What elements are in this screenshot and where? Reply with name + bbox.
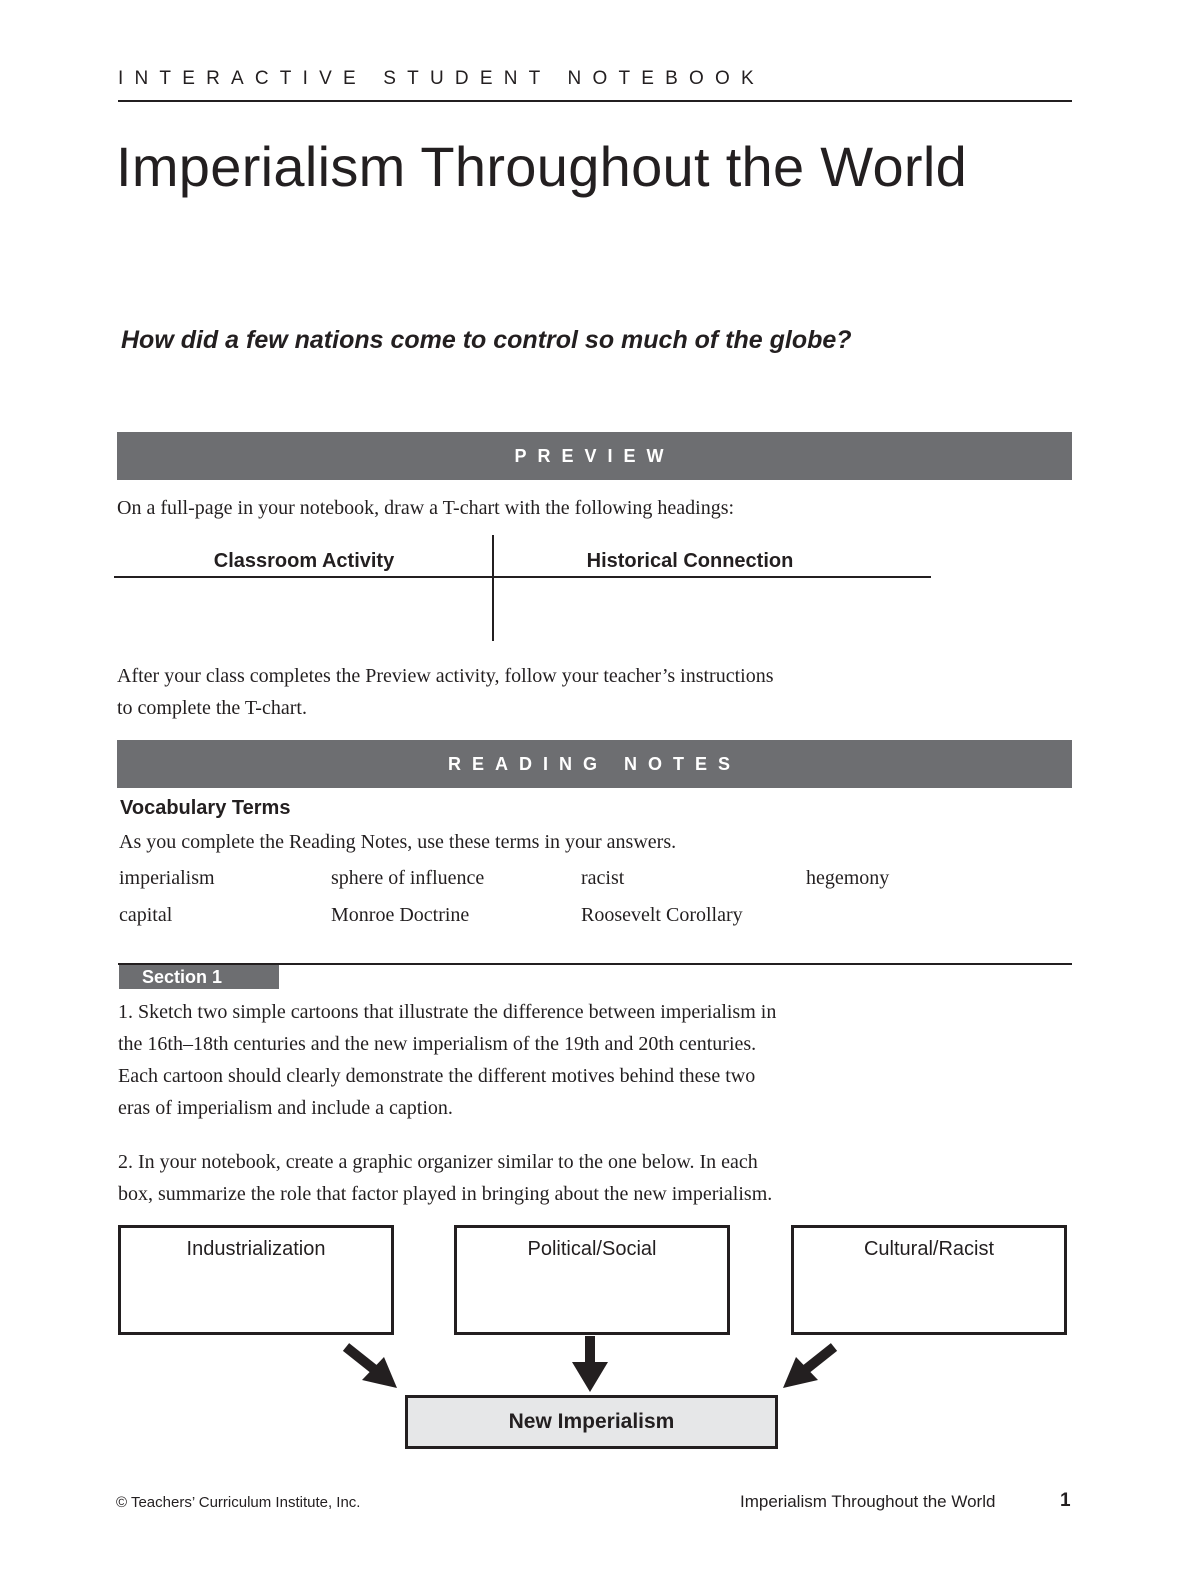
question-1-line: 1. Sketch two simple cartoons that illustrate the difference between imperialism in — [118, 1001, 777, 1023]
question-2-line: 2. In your notebook, create a graphic organizer similar to the one below. In each — [118, 1151, 758, 1173]
tchart-vertical-line — [492, 535, 494, 641]
vocab-term-racist: racist — [581, 867, 625, 889]
preview-followup-line: to complete the T-chart. — [117, 697, 307, 719]
question-1-line: the 16th–18th centuries and the new imperialism of the 19th and 20th centuries. — [118, 1033, 757, 1055]
vocab-term-roosevelt-corollary: Roosevelt Corollary — [581, 904, 743, 926]
header-rule — [118, 100, 1072, 102]
question-1 — [118, 996, 776, 1124]
vocabulary-intro: As you complete the Reading Notes, use these terms in your answers. — [119, 831, 677, 853]
organizer-box-industrialization: Industrialization — [118, 1225, 394, 1335]
header-label: INTERACTIVE STUDENT NOTEBOOK — [118, 68, 765, 89]
organizer-box-new-imperialism: New Imperialism — [405, 1395, 778, 1449]
reading-notes-section-bar: READING NOTES — [117, 740, 1072, 788]
tchart-horizontal-line — [114, 576, 931, 578]
vocab-term-hegemony: hegemony — [806, 867, 890, 889]
tchart-heading-historical-connection: Historical Connection — [586, 550, 794, 572]
vocab-term-capital: capital — [119, 904, 173, 926]
vocab-term-imperialism: imperialism — [119, 867, 215, 889]
preview-instructions: On a full-page in your notebook, draw a T-chart with the following headings: — [117, 497, 735, 519]
vocab-term-monroe-doctrine: Monroe Doctrine — [331, 904, 470, 926]
footer-title: Imperialism Throughout the World — [740, 1492, 996, 1511]
question-1-line: Each cartoon should clearly demonstrate the different motives behind these two — [118, 1065, 756, 1087]
organizer-box-political-social: Political/Social — [454, 1225, 730, 1335]
tchart-heading-classroom-activity: Classroom Activity — [213, 550, 395, 572]
arrow-left-icon — [346, 1347, 397, 1388]
vocab-term-sphere-of-influence: sphere of influence — [331, 867, 485, 889]
vocabulary-heading: Vocabulary Terms — [120, 797, 291, 819]
arrow-right-icon — [783, 1347, 834, 1388]
footer-page-number: 1 — [1060, 1490, 1071, 1511]
question-2 — [118, 1146, 772, 1210]
question-2-line: box, summarize the role that factor played in bringing about the new imperialism. — [118, 1183, 773, 1205]
section-1-tab: Section 1 — [119, 965, 279, 989]
arrow-down-icon — [572, 1336, 608, 1392]
essential-question: How did a few nations come to control so much of the globe? — [121, 326, 852, 354]
footer-copyright: © Teachers’ Curriculum Institute, Inc. — [116, 1494, 361, 1511]
question-1-line: eras of imperialism and include a caption. — [118, 1097, 453, 1119]
preview-section-bar: PREVIEW — [117, 432, 1072, 480]
preview-followup-line: After your class completes the Preview activity, follow your teacher’s instructions — [117, 665, 774, 687]
organizer-box-cultural-racist: Cultural/Racist — [791, 1225, 1067, 1335]
preview-followup — [117, 660, 773, 724]
page-title: Imperialism Throughout the World — [116, 135, 968, 198]
